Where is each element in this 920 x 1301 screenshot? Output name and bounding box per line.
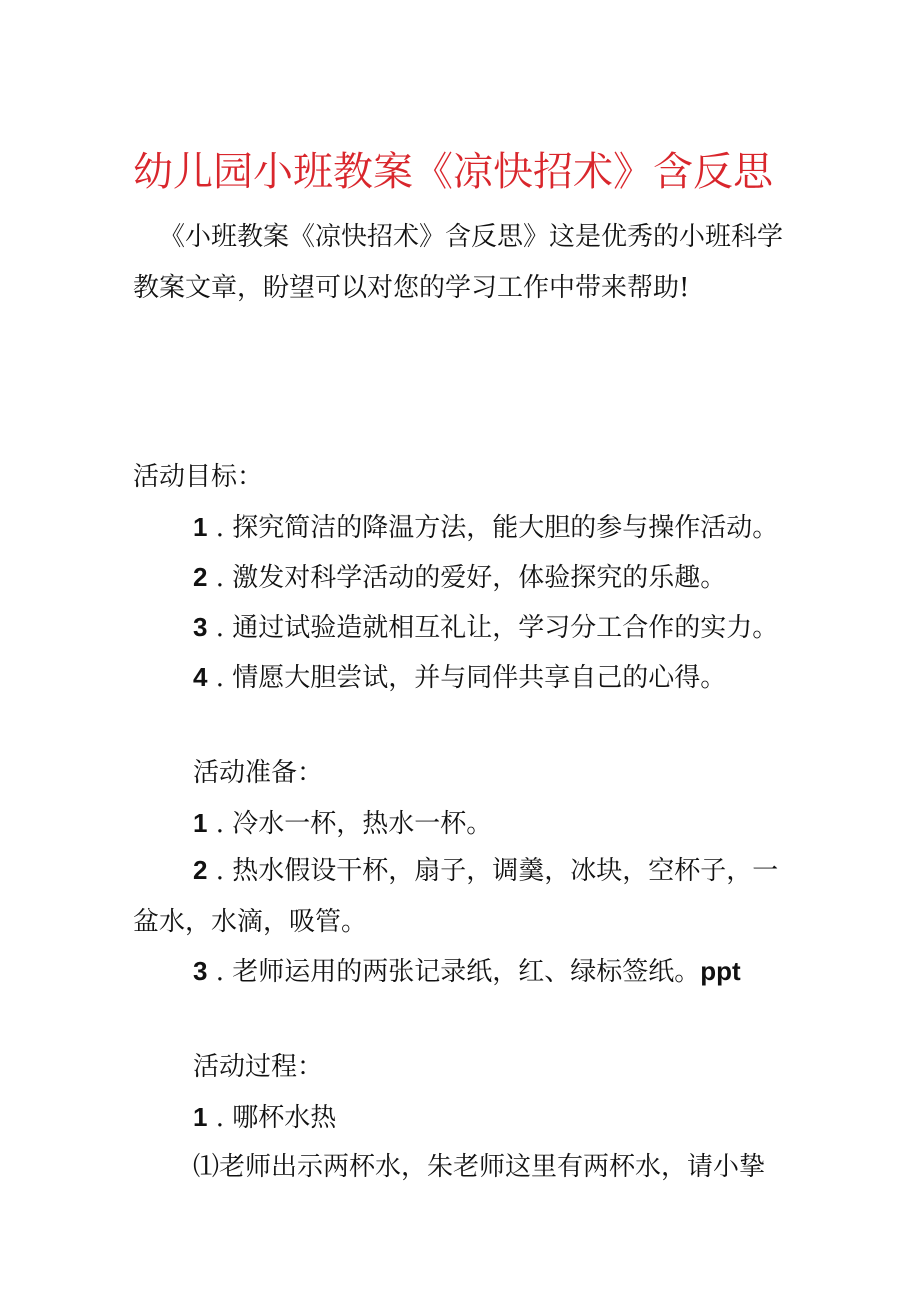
goal-item [193, 660, 726, 695]
goal-number: 4 [193, 662, 208, 692]
prep-item [193, 806, 492, 841]
process-step [193, 1100, 336, 1135]
process-substep: ⑴老师出示两杯水，朱老师这里有两杯水，请小挚 [193, 1152, 766, 1182]
prep-text: . 热水假设干杯，扇子，调羹，冰块，空杯子，一盆水，水滴，吸管。 [133, 856, 779, 937]
prep-heading: 活动准备： [193, 758, 324, 788]
prep-number: 2 [193, 855, 208, 885]
goal-number: 3 [193, 612, 208, 642]
goal-item [193, 510, 778, 545]
prep-item [193, 954, 741, 989]
process-number: 1 [193, 1102, 208, 1132]
prep-tail-text: ppt [700, 956, 741, 986]
goal-text: . 激发对科学活动的爱好，体验探究的乐趣。 [207, 563, 727, 593]
goal-text: . 情愿大胆尝试，并与同伴共享自己的心得。 [207, 663, 727, 693]
document-title: 幼儿园小班教案《凉快招术》含反思 [133, 149, 773, 195]
prep-number: 1 [193, 808, 208, 838]
prep-text: . 老师运用的两张记录纸，红、绿标签纸。 [207, 957, 701, 987]
goals-heading: 活动目标： [133, 462, 264, 492]
process-text: . 哪杯水热 [207, 1103, 337, 1133]
prep-item [133, 845, 788, 948]
prep-text: . 冷水一杯，热水一杯。 [207, 809, 493, 839]
goal-text: . 探究简洁的降温方法，能大胆的参与操作活动。 [207, 513, 779, 543]
goal-item [193, 610, 778, 645]
process-heading: 活动过程： [193, 1052, 324, 1082]
goal-number: 1 [193, 512, 208, 542]
goal-item [193, 560, 726, 595]
goal-text: . 通过试验造就相互礼让，学习分工合作的实力。 [207, 613, 779, 643]
goal-number: 2 [193, 562, 208, 592]
prep-number: 3 [193, 956, 208, 986]
intro-paragraph: 《小班教案《凉快招术》含反思》这是优秀的小班科学教案文章，盼望可以对您的学习工作中带来帮助! [133, 222, 784, 303]
